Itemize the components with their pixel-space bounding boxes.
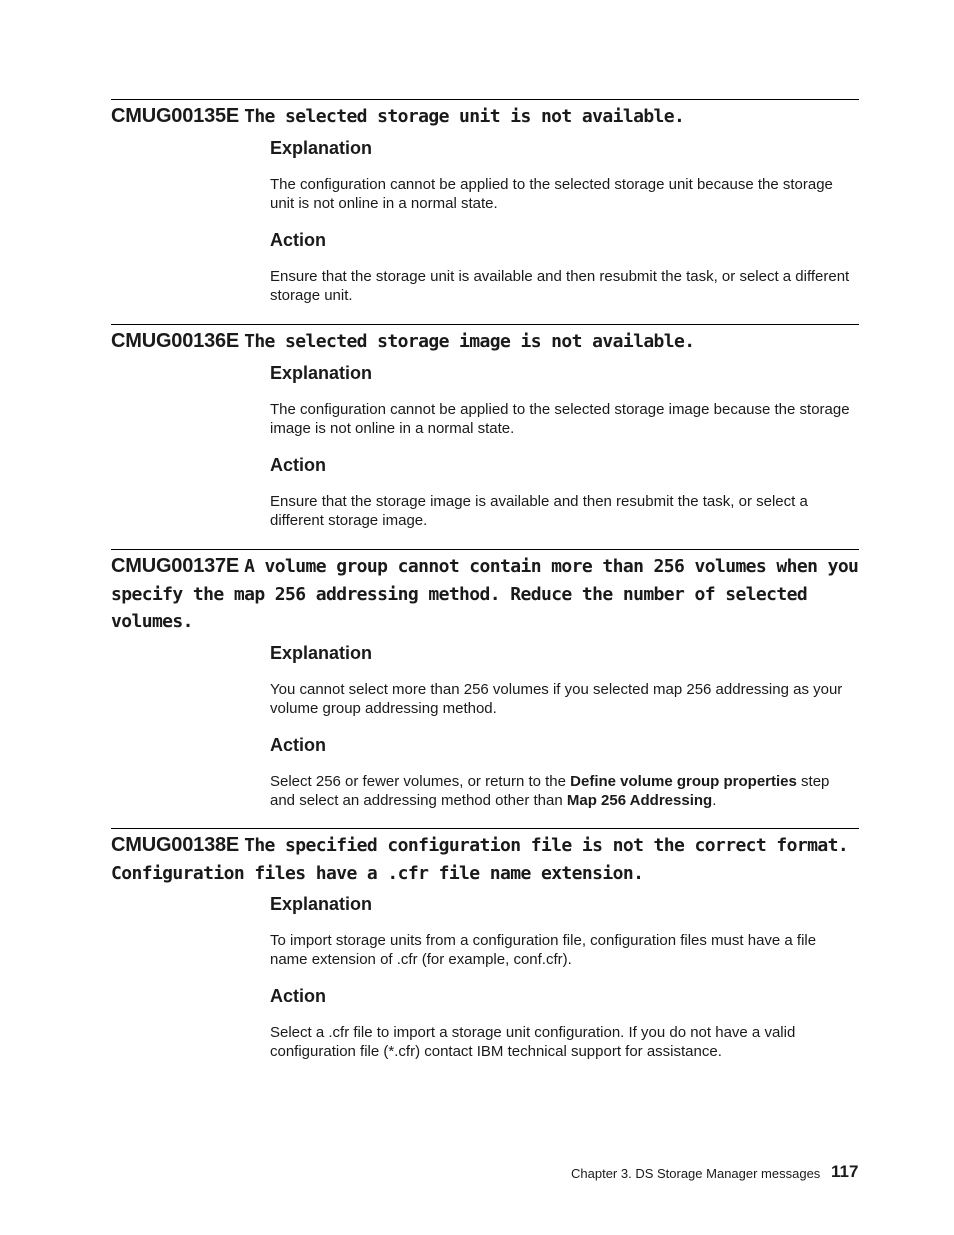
message-text: The selected storage unit is not available. xyxy=(244,106,685,127)
explanation-heading: Explanation xyxy=(270,642,373,663)
action-text xyxy=(270,772,850,810)
message-id: CMUG00137E xyxy=(111,555,240,577)
action-text: Ensure that the storage unit is available and then resubmit the task, or select a different storage unit. xyxy=(270,267,850,304)
message-details xyxy=(270,362,850,530)
message-text: The specified configuration file is not the correct format. Configuration files have a .cfr file name extension. xyxy=(111,835,849,884)
message-cmug00136e xyxy=(111,324,859,530)
action-text-part: . xyxy=(712,791,717,809)
explanation-heading: Explanation xyxy=(270,894,373,914)
message-cmug00135e xyxy=(111,99,859,305)
message-details xyxy=(270,137,850,305)
page-number: 117 xyxy=(831,1162,859,1181)
action-heading: Action xyxy=(270,734,326,755)
action-heading: Action xyxy=(270,986,326,1006)
message-text: The selected storage image is not available. xyxy=(244,331,695,352)
explanation-text: You cannot select more than 256 volumes if you selected map 256 addressing as your volume group addressing method. xyxy=(270,680,843,717)
message-title xyxy=(111,100,859,131)
ui-reference-define-volume-group-properties: Define volume group properties xyxy=(570,772,797,790)
action-text: Ensure that the storage image is available and then resubmit the task, or select a different storage image. xyxy=(270,492,808,529)
message-id: CMUG00135E xyxy=(111,105,240,127)
message-title xyxy=(111,550,859,636)
explanation-text: The configuration cannot be applied to the selected storage unit because the storage unit is not online in a normal state. xyxy=(270,175,833,212)
message-cmug00137e xyxy=(111,549,859,810)
message-title xyxy=(111,325,859,356)
action-text: Select a .cfr file to import a storage unit configuration. If you do not have a valid configuration file (*.cfr) contact IBM technical support for assistance. xyxy=(270,1024,796,1060)
message-details xyxy=(270,642,850,810)
message-details xyxy=(270,893,850,1061)
action-heading: Action xyxy=(270,454,326,475)
message-cmug00138e xyxy=(111,828,859,1061)
action-heading: Action xyxy=(270,229,326,250)
explanation-heading: Explanation xyxy=(270,362,373,383)
ui-reference-map-256-addressing: Map 256 Addressing xyxy=(566,791,713,809)
action-text-part: step and select an addressing method other than xyxy=(270,772,830,809)
footer-chapter-title: Chapter 3. DS Storage Manager messages xyxy=(571,1166,821,1181)
message-text: A volume group cannot contain more than 256 volumes when you specify the map 256 addressing method. Reduce the number of selected volumes. xyxy=(111,556,859,632)
message-id: CMUG00136E xyxy=(111,330,240,352)
message-id: CMUG00138E xyxy=(111,834,240,856)
explanation-text: The configuration cannot be applied to the selected storage image because the storage image is not online in a normal state. xyxy=(270,400,850,437)
action-text-part: Select 256 or fewer volumes, or return to the xyxy=(270,772,571,790)
message-title xyxy=(111,829,859,887)
explanation-heading: Explanation xyxy=(270,137,373,158)
explanation-text: To import storage units from a configuration file, configuration files must have a file name extension of .cfr (for example, conf.cfr). xyxy=(270,932,817,968)
